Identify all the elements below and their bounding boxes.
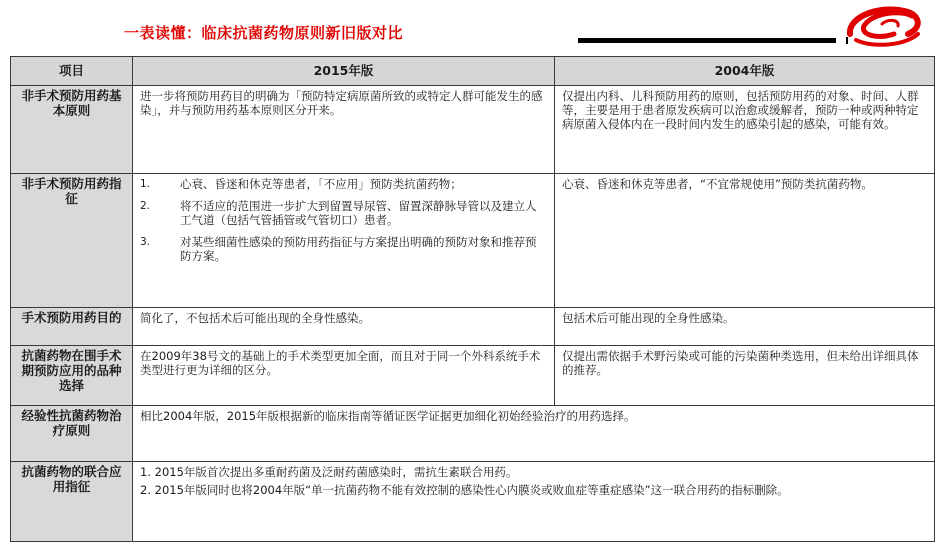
- cell-2004: 心衰、昏迷和休克等患者，“不宜常规使用”预防类抗菌药物。: [555, 174, 935, 308]
- column-header-2015: 2015年版: [133, 57, 555, 86]
- table-header-row: [11, 57, 935, 86]
- cell-2004: 仅提出需依据手术野污染或可能的污染菌种类选用，但未给出详细具体的推荐。: [555, 346, 935, 406]
- table-row: [11, 86, 935, 174]
- row-label: 手术预防用药目的: [11, 308, 133, 346]
- row-label: 抗菌药物在围手术期预防应用的品种选择: [11, 346, 133, 406]
- paragraph: 1. 2015年版首次提出多重耐药菌及泛耐药菌感染时，需抗生素联合用药。: [140, 465, 518, 479]
- table-row: [11, 406, 935, 462]
- cell-2004: 仅提出内科、儿科预防用药的原则，包括预防用药的对象、时间、人群等，主要是用于患者原发疾病可以治愈或缓解者，预防一种或两种特定病原菌入侵体内在一段时间内发生的感染引起的感染，可能有效。: [555, 86, 935, 174]
- column-header-item: 项目: [11, 57, 133, 86]
- cell-2004: 包括术后可能出现的全身性感染。: [555, 308, 935, 346]
- cell-2015: 在2009年38号文的基础上的手术类型更加全面，而且对于同一个外科系统手术类型进行更为详细的区分。: [133, 346, 555, 406]
- column-header-2004: 2004年版: [555, 57, 935, 86]
- row-label: 非手术预防用药基本原则: [11, 86, 133, 174]
- list-text: 将不适应的范围进一步扩大到留置导尿管、留置深静脉导管以及建立人工气道（包括气管插管或气管切口）患者。: [180, 199, 537, 228]
- cell-2015: 简化了，不包括术后可能出现的全身性感染。: [133, 308, 555, 346]
- row-label: 非手术预防用药指征: [11, 174, 133, 308]
- table-row: [11, 174, 935, 308]
- list-number: 2.: [140, 200, 151, 213]
- table-row: [11, 346, 935, 406]
- row-label: 经验性抗菌药物治疗原则: [11, 406, 133, 462]
- cell-2015: 进一步将预防用药目的明确为「预防特定病原菌所致的或特定人群可能发生的感染」，并与预防用药基本原则区分开来。: [133, 86, 555, 174]
- cell-merged: 相比2004年版，2015年版根据新的临床指南等循证医学证据更加细化初始经验治疗的用药选择。: [133, 406, 935, 462]
- list-text: 对某些细菌性感染的预防用药指征与方案提出明确的预防对象和推荐预防方案。: [180, 235, 537, 264]
- comparison-table: [10, 56, 935, 542]
- list-item: [140, 177, 547, 191]
- cell-2015: [133, 174, 555, 308]
- list-item: [140, 235, 547, 263]
- paragraph: 2. 2015年版同时也将2004年版“单一抗菌药物不能有效控制的感染性心内膜炎或败血症等重症感染”这一联合用药的指标删除。: [140, 483, 789, 498]
- swirl-logo-icon: [842, 4, 924, 48]
- list-text: 心衰、昏迷和休克等患者，「不应用」预防类抗菌药物；: [180, 177, 462, 191]
- table-row: [11, 308, 935, 346]
- indication-list: [140, 177, 547, 263]
- table-row: [11, 462, 935, 542]
- list-number: 1.: [140, 178, 151, 190]
- cell-merged: [133, 462, 935, 542]
- list-number: 3.: [140, 236, 151, 249]
- row-label: 抗菌药物的联合应用指征: [11, 462, 133, 542]
- page-title: 一表读懂：临床抗菌药物原则新旧版对比: [124, 24, 404, 42]
- header-decorative-bar: [578, 38, 836, 43]
- list-item: [140, 199, 547, 227]
